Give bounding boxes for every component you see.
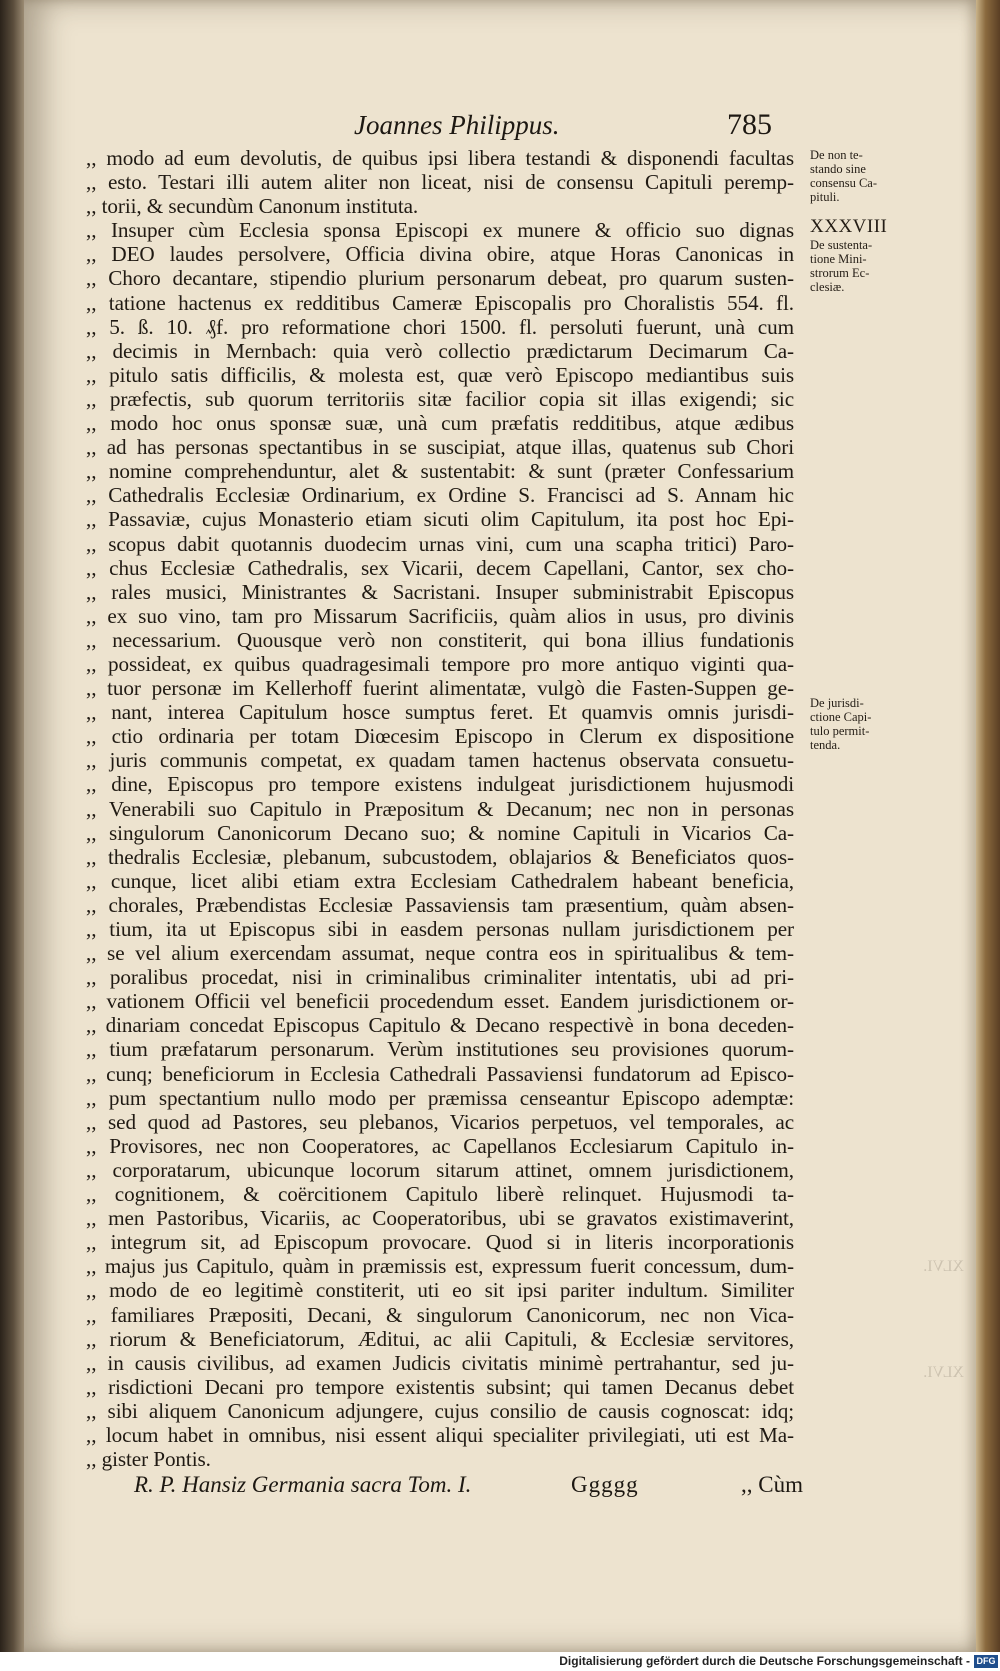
text-line: ,, dinariam concedat Episcopus Capitulo & Decano respectivè in bona deceden- [86,1013,794,1038]
text-line: ,, modo hoc onus sponsæ suæ, unà cum præfatis redditibus, atque ædibus [86,411,794,436]
marginal-line: stando sine [810,162,866,176]
text-line: ,, sibi aliquem Canonicum adjungere, cujus consilio de causis cognoscat: idq; [86,1398,794,1423]
signature-mark: Ggggg [571,1472,639,1497]
text-line: ,, cunq; beneficiorum in Ecclesia Cathedrali Passaviensi fundatorum ad Episco- [86,1061,794,1086]
text-line: ,, vationem Officii vel beneficii procedendum esset. Eandem jurisdictionem or- [86,989,794,1014]
text-line: ,, gister Pontis. [86,1447,211,1472]
text-line: ,, pum spectantium nullo modo per præmissa censeantur Episcopo ademptæ: [86,1085,794,1110]
marginal-note-jurisdiction [810,696,898,752]
text-line: ,, Cathedralis Ecclesiæ Ordinarium, ex Ordine S. Francisci ad S. Annam hic [86,483,794,508]
text-line: ,, possideat, ex quibus quadragesimali tempore pro more antiquo viginti qua- [86,651,794,676]
bleed-through-mark: XLVI. [923,1258,964,1275]
marginal-line: tione Mini- [810,252,867,266]
text-line: ,, singulorum Canonicorum Decano suo; & nomine Capituli in Vicarios Ca- [86,820,794,845]
text-line: ,, modo ad eum devolutis, de quibus ipsi libera testandi & disponendi facultas [86,146,794,170]
text-line: ,, locum habet in omnibus, nisi essent aliqui specialiter privilegiati, uti est Ma- [86,1422,794,1447]
marginal-line: De jurisdi- [810,696,864,710]
text-line: ,, juris communis competat, ex quadam tamen hactenus observata consuetu- [86,748,794,773]
text-line: ,, ex suo vino, tam pro Missarum Sacrificiis, quàm alios in usus, pro divinis [86,603,794,628]
book-page [24,0,976,1652]
text-line: ,, poralibus procedat, nisi in criminalibus criminaliter intentatis, ubi ad pri- [86,965,794,990]
text-line: ,, riorum & Beneficiatorum, Æditui, ac alii Capituli, & Ecclesiæ servitores, [86,1326,794,1351]
text-line: ,, ctio ordinaria per totam Diœcesim Episcopo in Clerum ex dispositione [86,724,794,749]
book-spine [0,0,24,1671]
footer-reference: R. P. Hansiz Germania sacra Tom. I. [134,1472,472,1497]
text-line: ,, necessarium. Quousque verò non constiterit, qui bona illius fundationis [86,627,794,652]
text-line: ,, corporatarum, ubicunque locorum sitarum attinet, omnem jurisdictionem, [86,1157,794,1182]
page-footer [24,1468,976,1504]
marginal-line: De sustenta- [810,238,873,252]
text-line: ,, tium, ita ut Episcopus sibi in easdem personas nullam jurisdictionem per [86,917,794,941]
text-line: ,, Passaviæ, cujus Monasterio etiam sicuti olim Capitulum, ita post hoc Epi- [86,507,794,532]
text-line: ,, dine, Episcopus pro tempore existens indulgeat jurisdictionem hujusmodi [86,772,794,797]
text-line: ,, præfectis, sub quorum territoriis sitæ facilior copia sit illas exigendi; sic [86,386,794,411]
marginal-line: strorum Ec- [810,266,870,280]
text-line: ,, modo de eo legitimè constiterit, uti eo sit ipsi pariter indultum. Similiter [86,1278,794,1303]
dfg-logo-icon: DFG [974,1655,998,1668]
text-line: ,, cognitionem, & coërcitionem Capitulo liberè relinquet. Hujusmodi ta- [86,1182,794,1207]
text-line: ,, nant, interea Capitulum hosce sumptus feret. Et quamvis omnis jurisdi- [86,700,794,725]
marginal-line: tulo permit- [810,724,870,738]
page-header [24,104,976,144]
text-line: ,, integrum sit, ad Episcopum provocare. Quod si in literis incorporationis [86,1230,794,1255]
text-line: ,, pitulo satis difficilis, & molesta est, quæ verò Episcopo mediantibus suis [86,362,794,387]
running-head: Joannes Philippus. [354,110,560,140]
text-line: ,, se vel alium exercendam assumat, neque contra eos in spiritualibus & tem- [86,941,794,966]
text-line: ,, majus jus Capitulo, quàm in præmissis est, expressum fuerit concessum, dum- [86,1254,794,1279]
text-line: ,, torii, & secundùm Canonum instituta. [86,194,419,219]
marginal-line: clesiæ. [810,280,845,294]
text-line: ,, decimis in Mernbach: quia verò collectio prædictarum Decimarum Ca- [86,338,794,363]
marginal-line: pituli. [810,190,840,204]
text-line: ,, Provisores, nec non Cooperatores, ac Capellanos Ecclesiarum Capitulo in- [86,1133,794,1158]
marginal-note-sustentation [810,216,898,294]
text-line: ,, ad has personas spectantibus in se suscipiat, atque illas, quatenus sub Chori [86,435,794,460]
marginal-line: ctione Capi- [810,710,872,724]
text-line: ,, tatione hactenus ex redditibus Cameræ Episcopalis pro Choralistis 554. fl. [86,290,794,315]
text-line: ,, 5. ß. 10. ₰f. pro reformatione chori 1500. fl. persoluti fuerunt, unà cum [86,314,794,339]
text-line: ,, scopus dabit quotannis duodecim urnas vini, cum una scapha tritici) Paro- [86,531,794,556]
book-edge [976,0,1000,1652]
text-line: ,, esto. Testari illi autem aliter non liceat, nisi de consensu Capituli peremp- [86,170,794,195]
text-line: ,, nomine comprehenduntur, alet & sustentabit: & sunt (præter Confessarium [86,459,794,484]
catchword: ,, Cùm [741,1472,803,1497]
text-line: ,, chus Ecclesiæ Cathedralis, sex Vicarii, decem Capellani, Cantor, sex cho- [86,555,794,580]
main-text-block [86,146,794,1471]
bleed-through-mark: XLVI. [923,1364,964,1381]
marginal-line: tenda. [810,738,841,752]
marginal-numeral: XXXVIII [810,216,888,237]
text-line: ,, Venerabili suo Capitulo in Præpositum & Decanum; nec non in personas [86,796,794,821]
text-line: ,, tium præfatarum personarum. Verùm institutiones seu provisiones quorum- [86,1037,794,1062]
credit-text: Digitalisierung gefördert durch die Deutsche Forschungsgemeinschaft - [559,1654,970,1668]
text-line: ,, chorales, Præbendistas Ecclesiæ Passaviensis tam præsentium, quàm absen- [86,892,794,917]
page-number: 785 [727,108,772,141]
text-line: ,, tuor personæ im Kellerhoff fuerint alimentatæ, vulgò die Fasten-Suppen ge- [86,676,794,701]
text-line: ,, in causis civilibus, ad examen Judicis civitatis minimè pertrahantur, sed ju- [86,1350,794,1375]
text-line: ,, Insuper cùm Ecclesia sponsa Episcopi ex munere & officio suo dignas [86,218,794,243]
text-line: ,, familiares Præpositi, Decani, & singulorum Canonicorum, nec non Vica- [86,1302,794,1327]
marginal-note-testament [810,148,898,204]
text-line: ,, rales musici, Ministrantes & Sacristani. Insuper subministrabit Episcopus [86,579,794,604]
text-line: ,, men Pastoribus, Vicariis, ac Cooperatoribus, ubi se gravatos existimaverint, [86,1206,794,1231]
text-line: ,, cunque, licet alibi etiam extra Ecclesiam Cathedralem habeant beneficia, [86,868,794,893]
text-line: ,, DEO laudes persolvere, Officia divina obire, atque Horas Canonicas in [86,242,794,267]
credit-bar [0,1652,1000,1671]
marginal-line: De non te- [810,148,863,162]
text-line: ,, risdictioni Decani pro tempore existentis subsint; qui tamen Decanus debet [86,1374,794,1399]
marginal-line: consensu Ca- [810,176,877,190]
text-line: ,, Choro decantare, stipendio plurium personarum debeat, pro quarum susten- [86,266,794,291]
text-line: ,, sed quod ad Pastores, seu plebanos, Vicarios perpetuos, vel temporales, ac [86,1109,794,1134]
text-line: ,, thedralis Ecclesiæ, plebanum, subcustodem, oblajarios & Beneficiatos quos- [86,844,794,869]
